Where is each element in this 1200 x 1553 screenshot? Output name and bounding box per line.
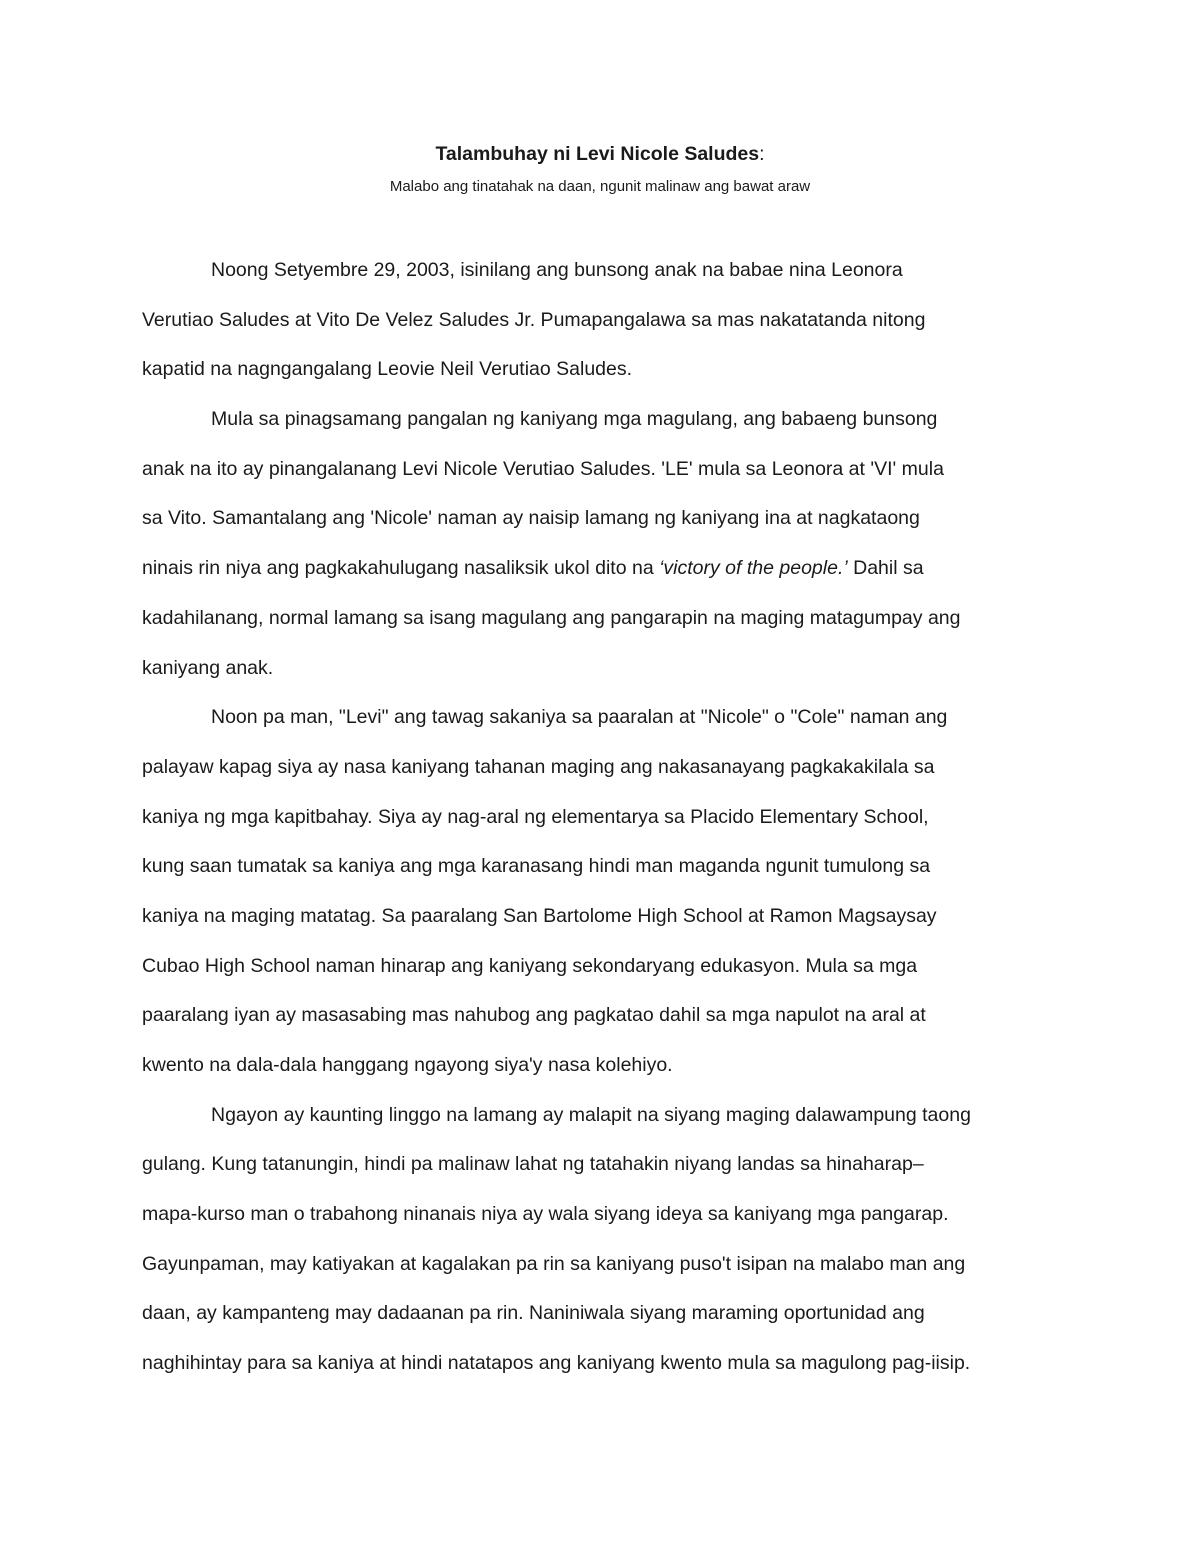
title-text: Talambuhay ni Levi Nicole Saludes [435,143,760,165]
title-colon: : [759,143,765,165]
paragraph-3 [142,693,1072,1091]
paragraph-line: gulang. Kung tatanungin, hindi pa malinaw lahat ng tatahakin niyang landas sa hinaharap– [142,1153,924,1176]
paragraph-line: kwento na dala-dala hanggang ngayong siya'y nasa kolehiyo. [142,1054,673,1076]
paragraph-line: kapatid na nagngangalang Leovie Neil Verutiao Saludes. [142,358,633,381]
paragraph-line: paaralang iyan ay masasabing mas nahubog ang pagkatao dahil sa mga napulot na aral at [142,1004,926,1027]
paragraph-line: Cubao High School naman hinarap ang kaniyang sekondaryang edukasyon. Mula sa mga [142,954,918,977]
paragraph-line: Gayunpaman, may katiyakan at kagalakan pa rin sa kaniyang puso't isipan na malabo man ang [142,1252,966,1275]
paragraph-line: mapa-kurso man o trabahong ninanais niya ay wala siyang ideya sa kaniyang mga pangarap. [142,1203,949,1226]
paragraph-line: kaniya ng mga kapitbahay. Siya ay nag-aral ng elementarya sa Placido Elementary School, [142,805,929,828]
paragraph-line: anak na ito ay pinangalanang Levi Nicole Verutiao Saludes. 'LE' mula sa Leonora at 'VI' mula [142,457,944,480]
text-segment: Dahil sa [847,557,924,580]
paragraph-line: kadahilanang, normal lamang sa isang magulang ang pangarapin na maging matagumpay ang [142,606,961,629]
paragraph-line: kaniyang anak. [142,656,274,679]
paragraph-line: sa Vito. Samantalang ang 'Nicole' naman ay naisip lamang ng kaniyang ina at nagkataong [142,507,920,530]
document-body [142,246,1072,1389]
page-subtitle: Malabo ang tinatahak na daan, ngunit malinaw ang bawat araw [389,178,811,195]
italic-phrase: ‘victory of the people.’ [659,557,848,580]
paragraph-line: Ngayon ay kaunting linggo na lamang ay malapit na siyang maging dalawampung taong [211,1103,971,1126]
paragraph-line: palayaw kapag siya ay nasa kaniyang tahanan maging ang nakasanayang pagkakakilala sa [142,755,935,778]
paragraph-line: Noon pa man, "Levi" ang tawag sakaniya sa paaralan at "Nicole" o "Cole" naman ang [211,706,948,729]
title-block [0,140,1200,198]
paragraph-line: kaniya na maging matatag. Sa paaralang San Bartolome High School at Ramon Magsaysay [142,904,937,927]
page-title [0,140,1200,168]
paragraph-line: Noong Setyembre 29, 2003, isinilang ang bunsong anak na babae nina Leonora [211,259,903,281]
paragraph-line: naghihintay para sa kaniya at hindi natatapos ang kaniyang kwento mula sa magulong pag-iisip. [142,1352,971,1375]
paragraph-line: Mula sa pinagsamang pangalan ng kaniyang mga magulang, ang babaeng bunsong [211,408,938,431]
paragraph-4 [142,1091,1072,1389]
paragraph-line: daan, ay kampanteng may dadaanan pa rin. Naniniwala siyang maraming oportunidad ang [142,1302,925,1325]
paragraph-2 [142,395,1072,693]
text-segment: ninais rin niya ang pagkakahulugang nasaliksik ukol dito na [142,557,660,580]
paragraph-line-with-italic [142,544,1072,594]
paragraph-line: Verutiao Saludes at Vito De Velez Saludes Jr. Pumapangalawa sa mas nakatatanda nitong [142,308,926,331]
paragraph-line: kung saan tumatak sa kaniya ang mga karanasang hindi man maganda ngunit tumulong sa [142,855,931,878]
paragraph-1 [142,246,1072,395]
